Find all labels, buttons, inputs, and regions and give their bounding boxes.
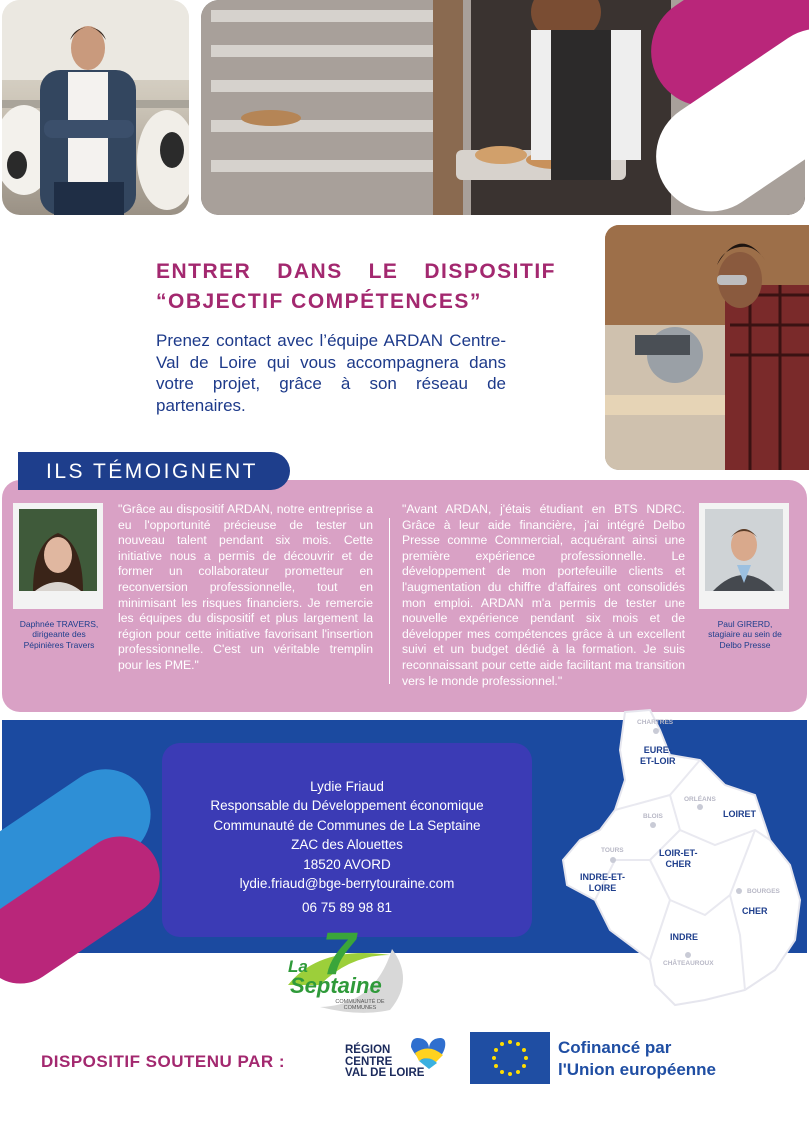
paul-role: stagiaire au sein de Delbo Presse	[708, 629, 782, 650]
city-orleans: ORLÉANS	[684, 796, 716, 803]
septaine-numeral: 7	[322, 920, 356, 987]
daphnee-name: Daphnée TRAVERS,	[19, 619, 99, 629]
dept-loir-et-cher: LOIR-ET- CHER	[659, 848, 698, 869]
contact-email[interactable]: lydie.friaud@bge-berrytouraine.com	[239, 876, 455, 891]
region-logo-line-2: CENTRE	[345, 1055, 393, 1068]
dept-cher: CHER	[742, 906, 768, 916]
city-bourges: BOURGES	[747, 888, 780, 895]
headline-line-2: “OBJECTIF COMPÉTENCES”	[156, 290, 482, 313]
eu-line-2: l'Union européenne	[558, 1060, 716, 1079]
city-blois: BLOIS	[643, 813, 663, 820]
testimonials-heading: ILS TÉMOIGNENT	[18, 452, 290, 490]
septaine-la: La	[288, 957, 308, 976]
region-logo-line-3: VAL DE LOIRE	[345, 1067, 425, 1079]
dept-loiret: LOIRET	[723, 809, 756, 819]
city-chartres: CHARTRES	[637, 719, 674, 726]
eu-stars-icon	[470, 1032, 550, 1084]
region-logo	[343, 1033, 458, 1087]
farmer-illustration	[2, 0, 189, 215]
region-logo-line-1: RÉGION	[345, 1044, 391, 1056]
contact-address2: 18520 AVORD	[303, 857, 391, 872]
contact-address1: ZAC des Alouettes	[291, 837, 403, 852]
city-tours: TOURS	[601, 847, 624, 854]
city-chateauroux: CHÂTEAUROUX	[663, 960, 714, 967]
paul-name: Paul GIRERD,	[717, 619, 773, 629]
carpenter-illustration	[605, 225, 809, 470]
contact-org: Communauté de Communes de La Septaine	[213, 818, 481, 833]
supported-by-label: DISPOSITIF SOUTENU PAR :	[41, 1052, 286, 1071]
eu-line-1: Cofinancé par	[558, 1038, 672, 1057]
septaine-name: Septaine	[290, 973, 382, 998]
dept-indre: INDRE	[670, 932, 699, 942]
intro-paragraph: Prenez contact avec l’équipe ARDAN Centre-Val de Loire qui vous accompagnera dans votre projet, grâce à son réseau de partenaires.	[156, 331, 506, 415]
daphnee-portrait	[13, 503, 103, 609]
quote-divider	[389, 518, 390, 684]
septaine-subtitle: COMMUNAUTÉ DE COMMUNES	[335, 999, 385, 1011]
contact-phone[interactable]: 06 75 89 98 81	[301, 900, 393, 915]
dept-indre-et-loire: INDRE-ET- LOIRE	[580, 872, 625, 893]
region-heart-icon	[405, 1033, 455, 1073]
daphnee-role: dirigeante des Pépinières Travers	[23, 629, 95, 650]
avatar	[699, 503, 789, 609]
headline-line-1: ENTRER DANS LE DISPOSITIF	[156, 260, 556, 283]
farmer-photo	[2, 0, 189, 215]
avatar	[13, 503, 103, 609]
eu-flag	[470, 1032, 550, 1084]
dept-eure-et-loir: EURE- ET-LOIR	[640, 745, 676, 766]
contact-name: Lydie Friaud	[310, 779, 384, 794]
right-quote: "Avant ARDAN, j'étais étudiant en BTS NDRC. Grâce à leur aide financière, j'ai intégré Delbo Presse comme Commercial, acquérant ainsi une première expérience professionnelle. Le développement de mon portefeuille clients et l'augmentation du chiffre d'affaires ont consolidés mon emploi. ARDAN m'a permis de tester une nouvelle expérience pendant six mois et de développer mes compétences grâce à un excellent suivi et un budget dédié à la formation. Je suis reconnaissant pour cette aide facilitant ma transition vers le monde professionnel."	[402, 502, 685, 688]
carpenter-photo	[605, 225, 809, 470]
la-septaine-logo	[280, 920, 415, 1017]
paul-portrait	[699, 503, 789, 609]
contact-title: Responsable du Développement économique	[210, 798, 484, 813]
left-quote: "Grâce au dispositif ARDAN, notre entreprise a eu l'opportunité précieuse de tester un nouveau talent pendant six mois. Cette initiative nous a permis de découvrir et de former un collaborateur prometteur en reconversion professionnelle, tout en minimisant les risques financiers. Je remercie les équipes du dispositif et plus largement la région pour cette initiative favorisant l'insertion professionnelle. C'est un véritable tremplin pour les PME."	[118, 502, 373, 672]
eu-cofinance-text	[558, 1037, 716, 1081]
